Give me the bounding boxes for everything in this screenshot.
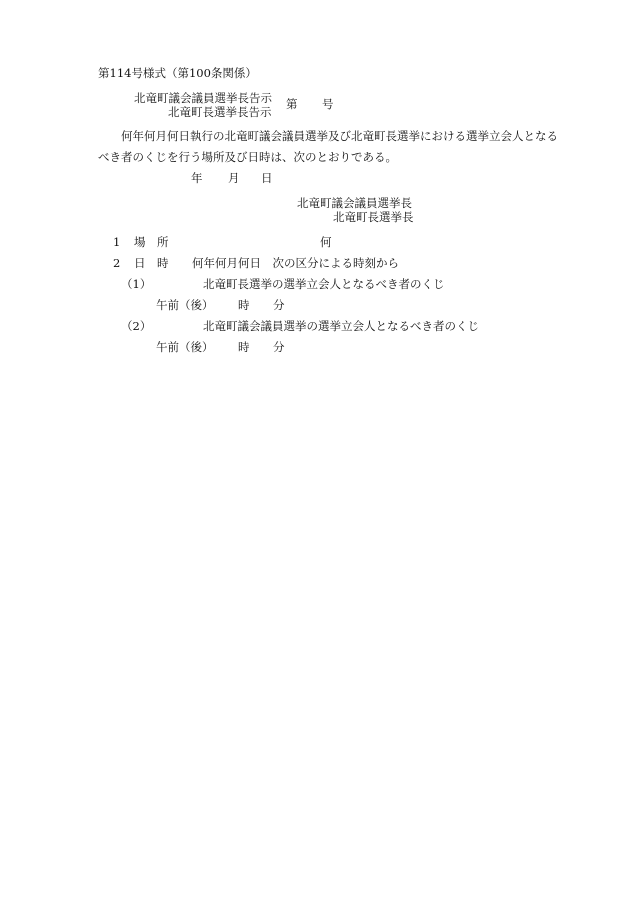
signature-line1: 北竜町議会議員選挙長	[297, 196, 412, 210]
sub1-hour: 時	[238, 298, 250, 312]
item-time-value: 何年何月何日 次の区分による時刻から	[192, 256, 399, 270]
form-number: 第114号様式（第100条関係）	[98, 66, 257, 80]
sub1-minute: 分	[273, 298, 285, 312]
item-place-value: 何	[320, 235, 332, 249]
notice-issuer-line2: 北竜町長選挙長告示	[168, 105, 272, 119]
notice-number-dai: 第	[286, 97, 298, 111]
sub1-number: （1）	[121, 277, 152, 291]
item-place-number: 1	[113, 235, 121, 249]
date-month: 月	[228, 171, 240, 185]
item-place-label: 場 所	[134, 235, 169, 249]
body-line1: 何年何月何日執行の北竜町議会議員選挙及び北竜町長選挙における選挙立会人となる	[121, 129, 558, 143]
notice-number-go: 号	[322, 97, 334, 111]
date-year: 年	[191, 171, 203, 185]
sub2-hour: 時	[238, 340, 250, 354]
date-day: 日	[261, 171, 273, 185]
notice-issuer-line1: 北竜町議会議員選挙長告示	[134, 91, 272, 105]
signature-line2: 北竜町長選挙長	[333, 210, 414, 224]
body-line2: べき者のくじを行う場所及び日時は、次のとおりである。	[98, 150, 397, 164]
sub1-text: 北竜町長選挙の選挙立会人となるべき者のくじ	[203, 277, 445, 291]
sub2-minute: 分	[273, 340, 285, 354]
sub2-ampm: 午前（後）	[156, 340, 214, 354]
sub2-number: （2）	[121, 319, 152, 333]
item-time-number: 2	[113, 256, 121, 270]
item-time-label: 日 時	[134, 256, 169, 270]
sub1-ampm: 午前（後）	[156, 298, 214, 312]
sub2-text: 北竜町議会議員選挙の選挙立会人となるべき者のくじ	[203, 319, 479, 333]
